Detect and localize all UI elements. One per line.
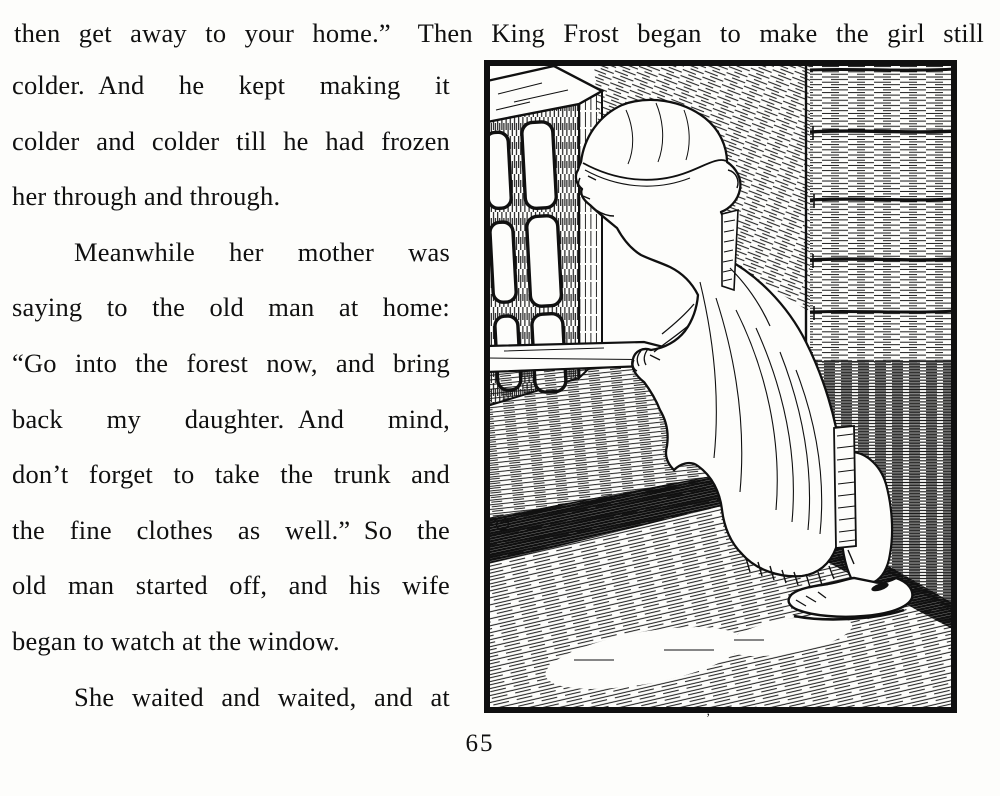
text-line: colder and colder till he had frozen [12,125,450,156]
story-text-column [12,58,450,725]
text-line: old man started off, and his wife [12,570,450,601]
text-line: the fine clothes as well.” So the [12,514,450,545]
text-line: don’t forget to take the trunk and [12,459,450,490]
text-line: her through and through. [12,181,281,212]
text-line: colder. And he kept making it [12,70,450,100]
text-line: back my daughter. And mind, [12,403,450,434]
stray-mark: ’ [706,710,711,725]
hem-trim [834,426,856,548]
text-line: Meanwhile her mother was [74,236,450,267]
text-line: She waited and waited, and at [74,681,450,712]
text-line: saying to the old man at home: [12,292,450,323]
illustration-canvas [484,60,957,713]
text-line: began to watch at the window. [12,625,340,656]
illustration-king-frost-window [484,60,957,713]
text-line: “Go into the forest now, and bring [12,347,450,378]
page-number: 65 [465,730,495,757]
story-first-line: then get away to your home.” Then King Frost began to make the girl still [14,18,984,48]
